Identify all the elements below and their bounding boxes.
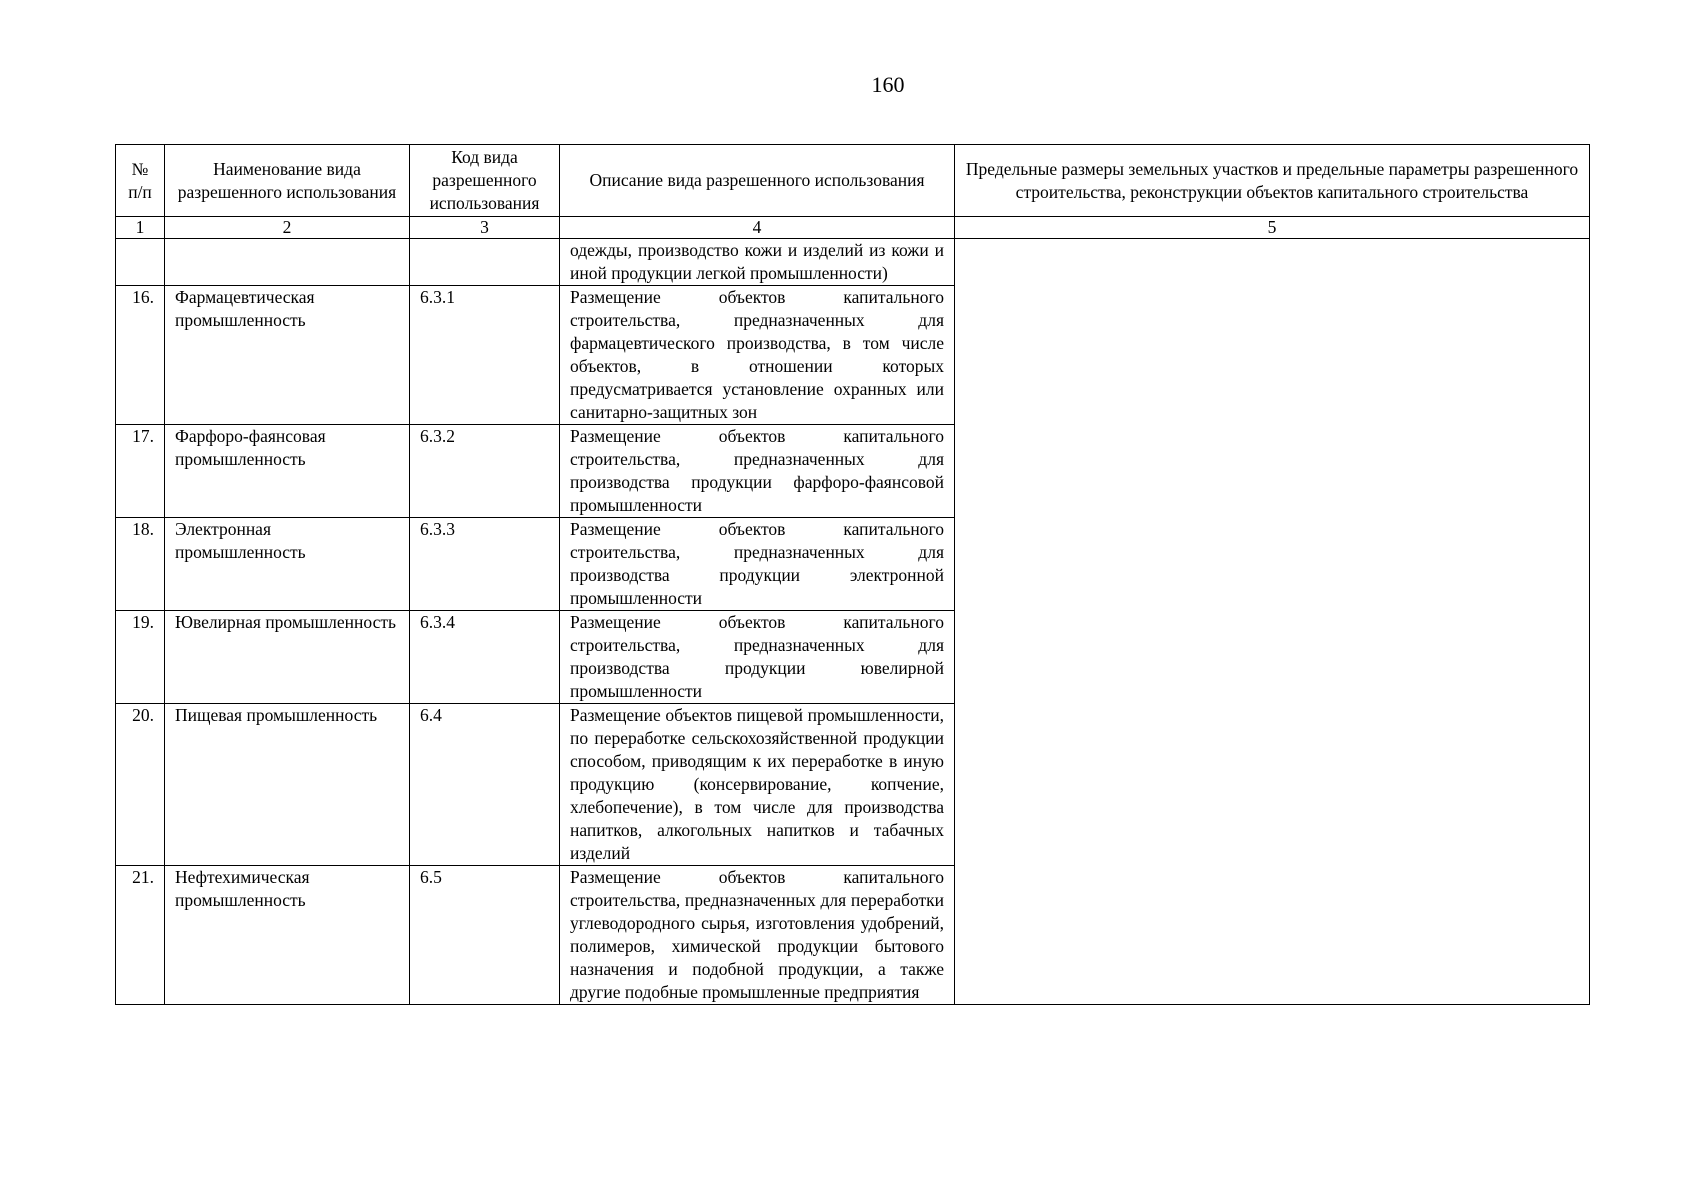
table-header-row	[116, 145, 1590, 217]
cell-num: 21.	[116, 866, 165, 1005]
header-limits: Предельные размеры земельных участков и предельные параметры разрешенного строительства, реконструкции объектов капитального строительства	[955, 145, 1590, 217]
cell-code: 6.3.1	[410, 286, 560, 425]
header-code: Код вида разрешенного использования	[410, 145, 560, 217]
cell-code: 6.4	[410, 704, 560, 866]
cell-description: Размещение объектов капитального строительства, предназначенных для производства продукции фарфоро-фаянсовой промышленности	[560, 425, 955, 518]
cell-description: Размещение объектов капитального строительства, предназначенных для производства продукции ювелирной промышленности	[560, 611, 955, 704]
cell-name: Ювелирная промышленность	[165, 611, 410, 704]
cell-limits	[955, 239, 1590, 1005]
cell-num	[116, 239, 165, 286]
column-number: 3	[410, 217, 560, 239]
permitted-use-table	[115, 144, 1590, 1005]
cell-name: Фармацевтическая промышленность	[165, 286, 410, 425]
header-num: № п/п	[116, 145, 165, 217]
cell-code: 6.5	[410, 866, 560, 1005]
cell-num: 16.	[116, 286, 165, 425]
header-name: Наименование вида разрешенного использования	[165, 145, 410, 217]
column-number: 4	[560, 217, 955, 239]
column-number: 5	[955, 217, 1590, 239]
table-row-continuation	[116, 239, 1590, 286]
cell-description: Размещение объектов капитального строительства, предназначенных для фармацевтического производства, в том числе объектов, в отношении которых предусматривается установление охранных или санитарно-защитных зон	[560, 286, 955, 425]
column-number: 2	[165, 217, 410, 239]
cell-code	[410, 239, 560, 286]
cell-description: Размещение объектов капитального строительства, предназначенных для переработки углеводородного сырья, изготовления удобрений, полимеров, химической продукции бытового назначения и подобной продукции, а также другие подобные промышленные предприятия	[560, 866, 955, 1005]
column-number: 1	[116, 217, 165, 239]
cell-description: Размещение объектов пищевой промышленности, по переработке сельскохозяйственной продукции способом, приводящим к их переработке в иную продукцию (консервирование, копчение, хлебопечение), в том числе для производства напитков, алкогольных напитков и табачных изделий	[560, 704, 955, 866]
column-number-row	[116, 217, 1590, 239]
cell-code: 6.3.3	[410, 518, 560, 611]
cell-name: Фарфоро-фаянсовая промышленность	[165, 425, 410, 518]
cell-description: одежды, производство кожи и изделий из кожи и иной продукции легкой промышленности)	[560, 239, 955, 286]
cell-num: 17.	[116, 425, 165, 518]
page-number: 160	[871, 72, 905, 97]
header-description: Описание вида разрешенного использования	[560, 145, 955, 217]
cell-name: Пищевая промышленность	[165, 704, 410, 866]
cell-description: Размещение объектов капитального строительства, предназначенных для производства продукции электронной промышленности	[560, 518, 955, 611]
cell-code: 6.3.4	[410, 611, 560, 704]
cell-num: 20.	[116, 704, 165, 866]
cell-name: Нефтехимическая промышленность	[165, 866, 410, 1005]
cell-num: 18.	[116, 518, 165, 611]
cell-name: Электронная промышленность	[165, 518, 410, 611]
cell-code: 6.3.2	[410, 425, 560, 518]
cell-num: 19.	[116, 611, 165, 704]
cell-name	[165, 239, 410, 286]
